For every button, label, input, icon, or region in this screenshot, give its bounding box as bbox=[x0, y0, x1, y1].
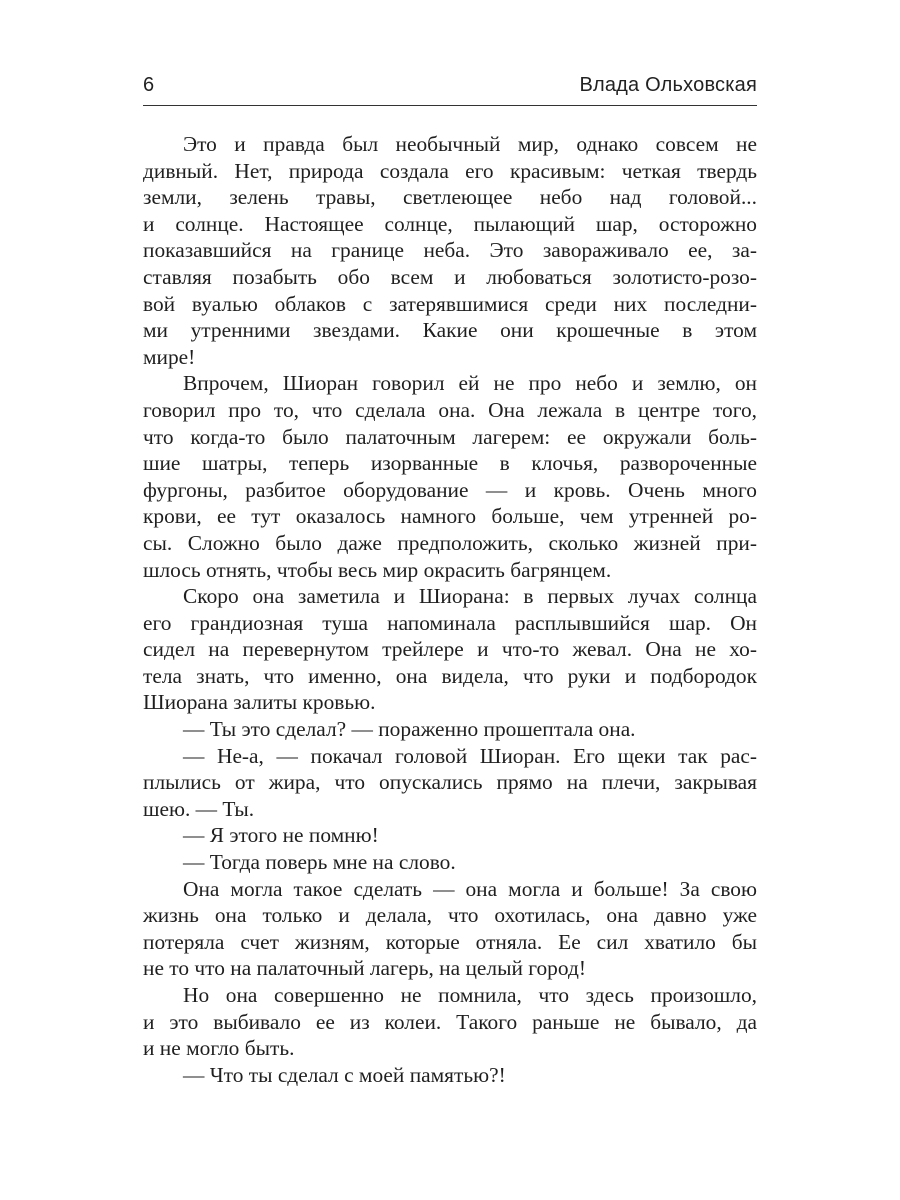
text-line: жизнь она только и делала, что охотилась, она давно уже bbox=[143, 903, 757, 928]
text-line: что когда-то было палаточным лагерем: ее окружали боль- bbox=[143, 424, 757, 449]
text-line: тела знать, что именно, она видела, что руки и подбородок bbox=[143, 663, 757, 688]
text-line: ставляя позабыть обо всем и любоваться золотисто-розо- bbox=[143, 264, 757, 289]
text-line: дивный. Нет, природа создала его красивым: четкая твердь bbox=[143, 158, 757, 183]
text-line: Но она совершенно не помнила, что здесь произошло, bbox=[183, 983, 757, 1007]
text-line: — Я этого не помню! bbox=[183, 823, 379, 848]
text-line: крови, ее тут оказалось намного больше, чем утренней ро- bbox=[143, 504, 757, 529]
text-line: и не могло быть. bbox=[143, 1036, 295, 1061]
text-line: — Что ты сделал с моей памятью?! bbox=[183, 1062, 506, 1087]
text-line: вой вуалью облаков с затерявшимися среди них последни- bbox=[143, 291, 757, 316]
text-line: мире! bbox=[143, 344, 196, 369]
text-line: Это и правда был необычный мир, однако совсем не bbox=[183, 132, 757, 156]
text-line: Она могла такое сделать — она могла и больше! За свою bbox=[183, 876, 757, 901]
text-line: шлось отнять, чтобы весь мир окрасить багрянцем. bbox=[143, 557, 612, 582]
text-line: — Ты это сделал? — пораженно прошептала она. bbox=[183, 717, 636, 742]
text-line: и это выбивало ее из колеи. Такого раньше не бывало, да bbox=[143, 1009, 757, 1034]
text-line: показавшийся на границе неба. Это завораживало ее, за- bbox=[143, 238, 757, 263]
text-line: говорил про то, что сделала она. Она лежала в центре того, bbox=[143, 397, 757, 422]
text-line: фургоны, разбитое оборудование — и кровь. Очень много bbox=[143, 477, 757, 502]
text-line: — Не-а, — покачал головой Шиоран. Его щеки так рас- bbox=[183, 743, 757, 768]
body-text bbox=[143, 131, 757, 1088]
text-line: Впрочем, Шиоран говорил ей не про небо и землю, он bbox=[183, 371, 757, 396]
text-line: плылись от жира, что опускались прямо на плечи, закрывая bbox=[143, 770, 757, 795]
text-line: Скоро она заметила и Шиорана: в первых лучах солнца bbox=[183, 584, 757, 609]
text-line: Шиорана залиты кровью. bbox=[143, 690, 376, 715]
text-line: не то что на палаточный лагерь, на целый город! bbox=[143, 956, 586, 981]
header-rule bbox=[143, 105, 757, 106]
text-line: его грандиозная туша напоминала расплывшийся шар. Он bbox=[143, 610, 757, 635]
text-line: и солнце. Настоящее солнце, пылающий шар, осторожно bbox=[143, 211, 757, 236]
text-line: шею. — Ты. bbox=[143, 796, 255, 821]
text-line: сы. Сложно было даже предположить, сколько жизней при- bbox=[143, 530, 757, 555]
page-number: 6 bbox=[143, 74, 155, 96]
text-line: ми утренними звездами. Какие они крошечные в этом bbox=[143, 318, 757, 343]
author-name: Влада Ольховская bbox=[579, 74, 757, 96]
text-line: — Тогда поверь мне на слово. bbox=[183, 850, 456, 875]
text-line: земли, зелень травы, светлеющее небо над головой... bbox=[143, 185, 757, 210]
text-line: шие шатры, теперь изорванные в клочья, развороченные bbox=[143, 451, 757, 476]
text-line: потеряла счет жизням, которые отняла. Ее сил хватило бы bbox=[143, 929, 757, 954]
running-head bbox=[143, 72, 757, 102]
text-line: сидел на перевернутом трейлере и что-то жевал. Она не хо- bbox=[143, 637, 757, 662]
